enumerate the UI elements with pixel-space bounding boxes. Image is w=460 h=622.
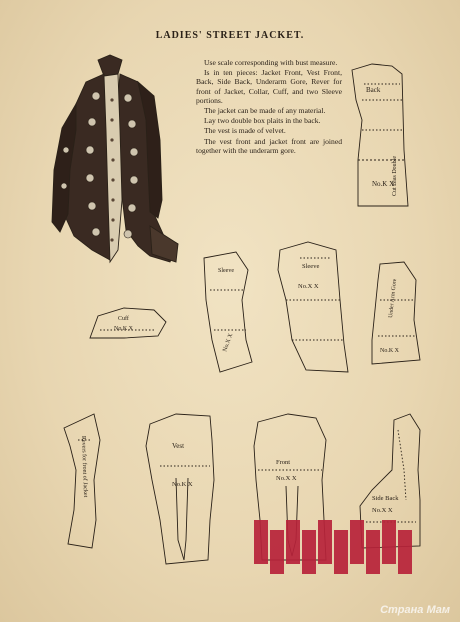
page-title: LADIES' STREET JACKET. — [155, 30, 305, 41]
rever-name: Revers for front of Jacket — [80, 435, 89, 498]
front-name: Front — [276, 459, 291, 466]
pattern-cuff — [90, 308, 166, 338]
front-code: No.X X — [276, 475, 297, 482]
instruction-5: The vest is made of velvet. — [204, 126, 286, 136]
back-code: No.K X — [372, 180, 395, 188]
vest-code: No.K X — [172, 481, 193, 488]
underarm-code: No.K X — [380, 348, 399, 354]
side-back-name: Side Back — [372, 495, 399, 502]
cuff-name: Cuff — [118, 316, 129, 322]
sleeve-top-name: Sleeve — [302, 263, 320, 270]
pattern-vest — [146, 414, 214, 564]
back-side-note: Cut Bias Double — [392, 156, 398, 196]
cuff-code: No.K X — [114, 326, 133, 332]
instruction-6: The vest front and jacket front are joined together with the underarm gore. — [196, 136, 342, 155]
instruction-3: The jacket can be made of any material. — [204, 106, 326, 116]
watermark-logo-icon — [234, 514, 434, 614]
underarm-name: Under Arm Gore — [388, 278, 399, 319]
side-back-code: No.X X — [372, 507, 393, 514]
vest-name: Vest — [172, 442, 185, 450]
sleeve-under-name: Sleeve — [218, 268, 234, 274]
sleeve-under-code: No.X X — [222, 332, 235, 353]
jacket-illustration — [52, 55, 178, 262]
sleeve-top-code: No.X X — [298, 283, 319, 290]
instruction-4: Lay two double box plaits in the back. — [204, 116, 321, 126]
pattern-sleeve-top — [278, 242, 348, 372]
watermark-text: Страна Мам — [380, 604, 450, 616]
back-name: Back — [366, 86, 381, 94]
instruction-1: Use scale corresponding with bust measure. — [204, 58, 338, 67]
instruction-2: Is in ten pieces: Jacket Front, Vest Front, Back, Side Back, Underarm Gore, Rever for front of Jacket, Collar, Cuff, and two Sleeve portions. — [196, 68, 342, 105]
